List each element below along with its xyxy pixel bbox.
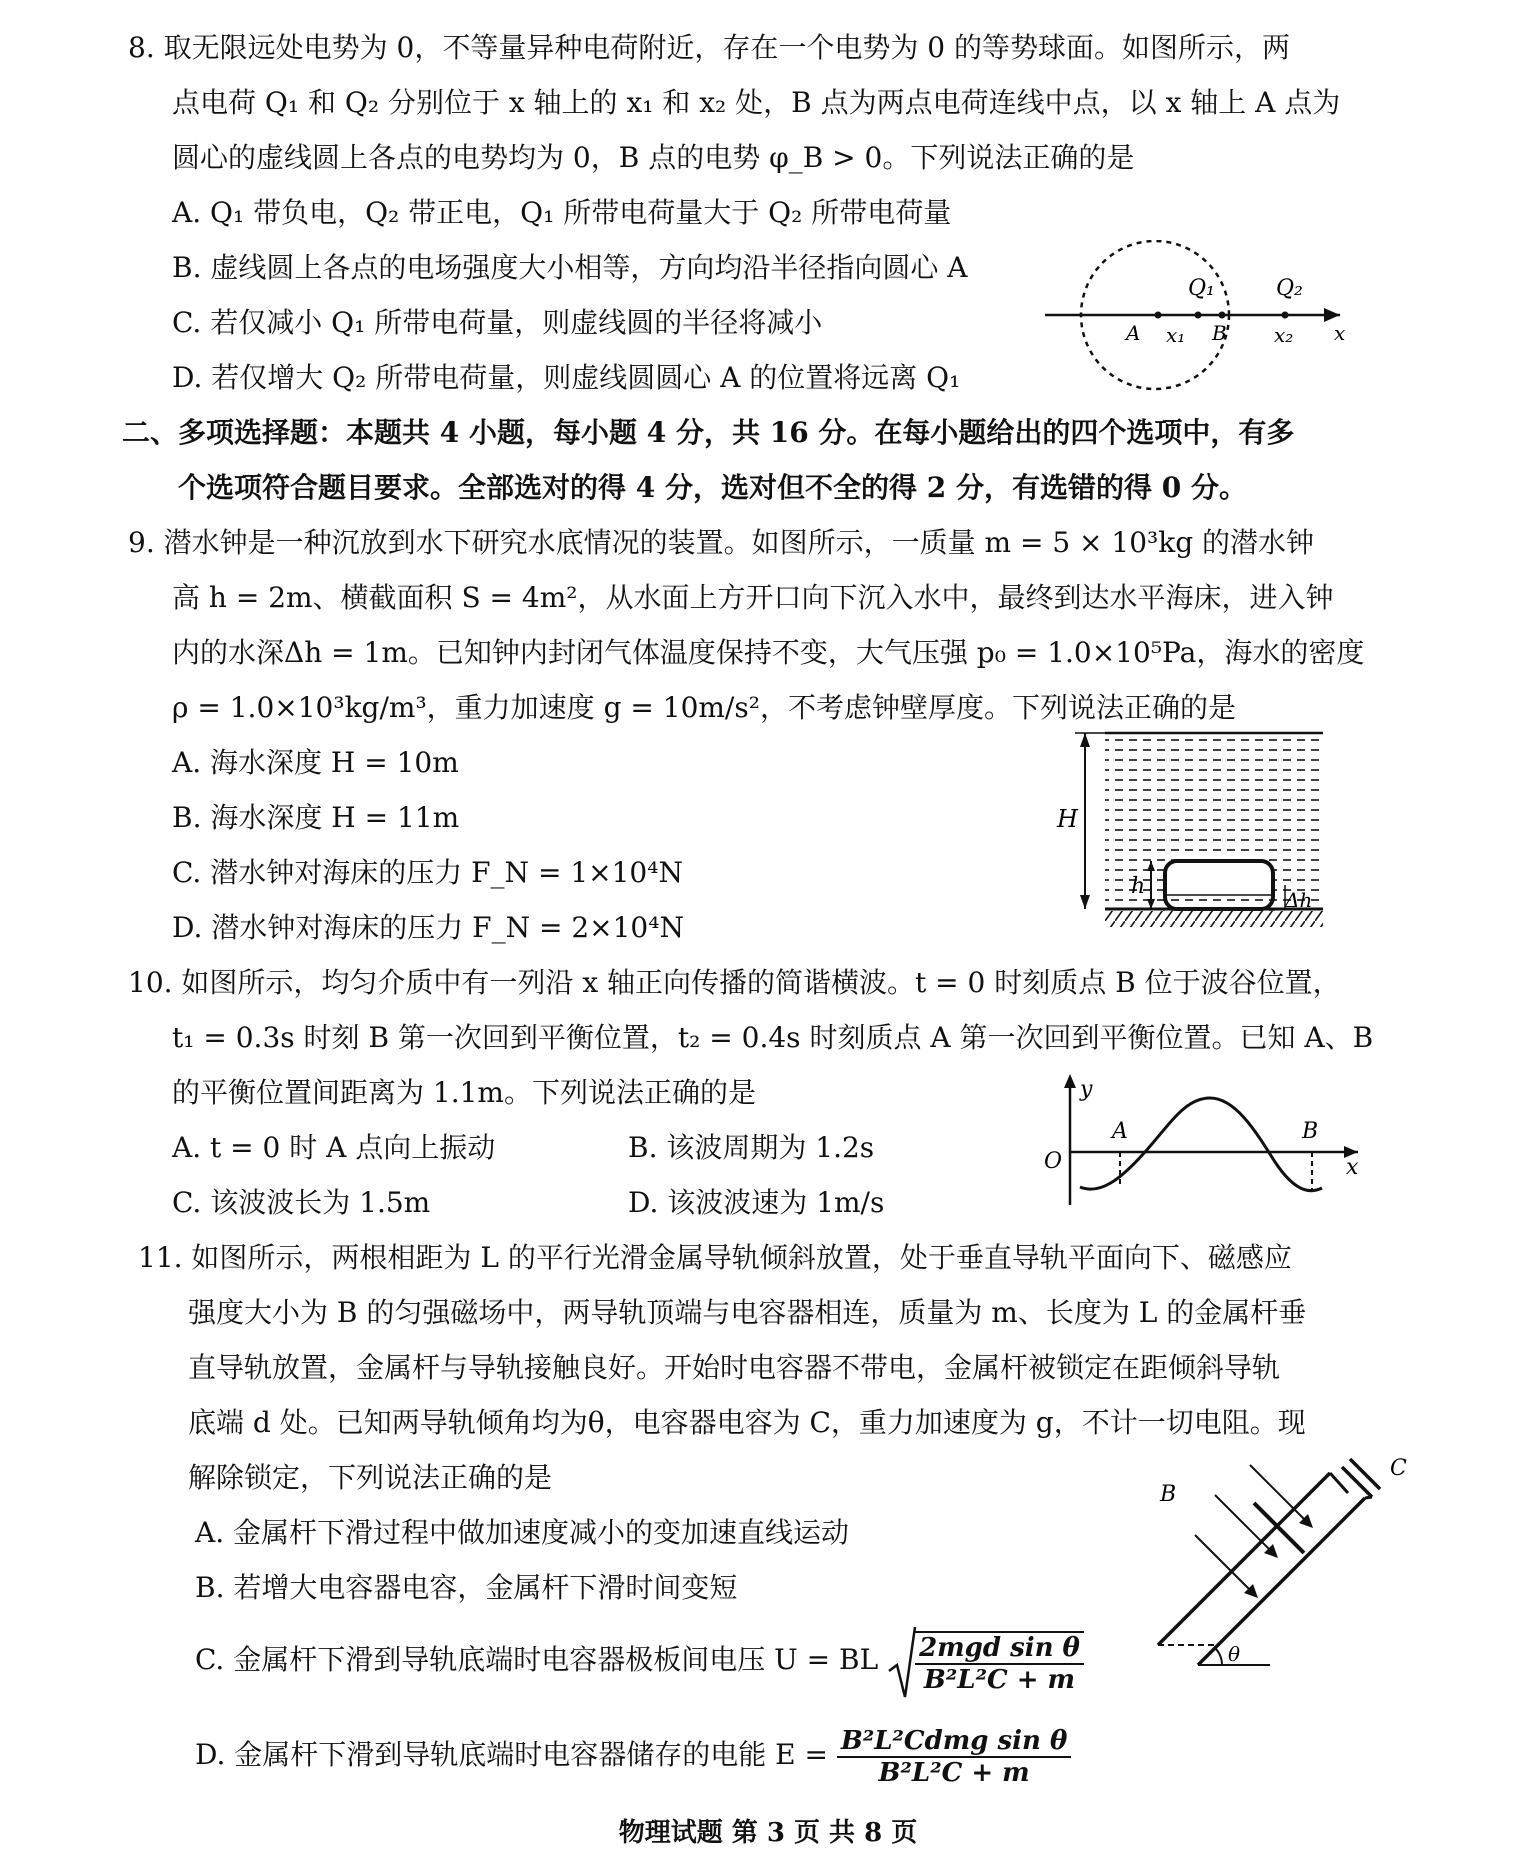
q11-option-d-text: D. 金属杆下滑到导轨底端时电容器储存的电能 E = bbox=[195, 1738, 828, 1771]
q11-fig-c-label: C bbox=[1390, 1456, 1407, 1481]
q8-stem-line2: 点电荷 Q₁ 和 Q₂ 分别位于 x 轴上的 x₁ 和 x₂ 处，B 点为两点电荷连线中点，以 x 轴上 A 点为 bbox=[172, 86, 1341, 119]
q8-figure-charges bbox=[1040, 240, 1360, 410]
q10-fig-x-label: x bbox=[1346, 1155, 1359, 1180]
page-footer: 物理试题 第 3 页 共 8 页 bbox=[618, 1818, 918, 1848]
q9-figure-diving-bell bbox=[1045, 725, 1335, 935]
section2-heading-line2: 个选项符合题目要求。全部选对的得 4 分，选对但不全的得 2 分，有选错的得 0 分。 bbox=[178, 471, 1247, 504]
q11-stem-line1: 11. 如图所示，两根相距为 L 的平行光滑金属导轨倾斜放置，处于垂直导轨平面向下、磁感应 bbox=[138, 1241, 1292, 1274]
q8-stem-line1: 8. 取无限远处电势为 0，不等量异种电荷附近，存在一个电势为 0 的等势球面。如图所示，两 bbox=[128, 31, 1290, 64]
q10-option-c: C. 该波波长为 1.5m bbox=[172, 1186, 431, 1219]
q9-option-d: D. 潜水钟对海床的压力 F_N = 2×10⁴N bbox=[172, 911, 684, 944]
q10-stem-line2: t₁ = 0.3s 时刻 B 第一次回到平衡位置，t₂ = 0.4s 时刻质点 A 第一次回到平衡位置。已知 A、B bbox=[172, 1021, 1374, 1054]
q8-fig-q2-label: Q₂ bbox=[1276, 276, 1303, 301]
q11-option-c-numerator: 2mgd sin θ bbox=[915, 1633, 1084, 1665]
q11-option-c bbox=[195, 1620, 1084, 1702]
q11-option-c-fraction bbox=[915, 1631, 1084, 1695]
q9-stem-line1: 9. 潜水钟是一种沉放到水下研究水底情况的装置。如图所示，一质量 m = 5 × 10³kg 的潜水钟 bbox=[128, 526, 1315, 559]
q11-stem-line5: 解除锁定，下列说法正确的是 bbox=[188, 1461, 553, 1494]
q9-option-a: A. 海水深度 H = 10m bbox=[172, 746, 459, 779]
q11-fig-b-label: B bbox=[1160, 1482, 1177, 1507]
q11-option-d-denominator: B²L²C + m bbox=[878, 1757, 1030, 1788]
q11-option-d bbox=[195, 1715, 1071, 1795]
q11-option-c-denominator: B²L²C + m bbox=[923, 1665, 1076, 1695]
q10-fig-b-label: B bbox=[1302, 1119, 1319, 1144]
q11-stem-line2: 强度大小为 B 的匀强磁场中，两导轨顶端与电容器相连，质量为 m、长度为 L 的金属杆垂 bbox=[188, 1296, 1307, 1329]
q8-fig-a-label: A bbox=[1126, 321, 1141, 345]
q8-option-b: B. 虚线圆上各点的电场强度大小相等，方向均沿半径指向圆心 A bbox=[172, 251, 968, 284]
q9-stem-line3: 内的水深Δh = 1m。已知钟内封闭气体温度保持不变，大气压强 p₀ = 1.0×10⁵Pa，海水的密度 bbox=[172, 636, 1365, 669]
q10-stem-line3: 的平衡位置间距离为 1.1m。下列说法正确的是 bbox=[172, 1076, 756, 1109]
q10-stem-line1: 10. 如图所示，均匀介质中有一列沿 x 轴正向传播的简谐横波。t = 0 时刻质点 B 位于波谷位置， bbox=[128, 966, 1341, 999]
q9-fig-dh-label: Δh bbox=[1285, 888, 1313, 912]
q11-option-a: A. 金属杆下滑过程中做加速度减小的变加速直线运动 bbox=[195, 1516, 850, 1549]
q10-fig-y-label: y bbox=[1080, 1077, 1093, 1102]
q9-option-c: C. 潜水钟对海床的压力 F_N = 1×10⁴N bbox=[172, 856, 683, 889]
q9-stem-line4: ρ = 1.0×10³kg/m³，重力加速度 g = 10m/s²，不考虑钟壁厚度。下列说法正确的是 bbox=[172, 691, 1236, 724]
q8-fig-x-label: x bbox=[1334, 321, 1346, 345]
q8-option-d: D. 若仅增大 Q₂ 所带电荷量，则虚线圆圆心 A 的位置将远离 Q₁ bbox=[172, 361, 961, 394]
q8-fig-b-label: B bbox=[1212, 321, 1227, 345]
q9-fig-h-height-label: h bbox=[1131, 874, 1146, 899]
q10-fig-origin-label: O bbox=[1044, 1149, 1063, 1174]
q8-option-a: A. Q₁ 带负电，Q₂ 带正电，Q₁ 所带电荷量大于 Q₂ 所带电荷量 bbox=[172, 196, 952, 229]
q8-fig-x2-label: x₂ bbox=[1274, 323, 1294, 347]
q11-option-c-sqrt bbox=[887, 1622, 1084, 1702]
q11-stem-line4: 底端 d 处。已知两导轨倾角均为θ，电容器电容为 C，重力加速度为 g，不计一切电阻。现 bbox=[188, 1406, 1306, 1439]
q8-option-c: C. 若仅减小 Q₁ 所带电荷量，则虚线圆的半径将减小 bbox=[172, 306, 823, 339]
q9-stem-line2: 高 h = 2m、横截面积 S = 4m²，从水面上方开口向下沉入水中，最终到达水平海床，进入钟 bbox=[172, 581, 1334, 614]
q11-fig-theta-label: θ bbox=[1228, 1642, 1241, 1666]
q11-stem-line3: 直导轨放置，金属杆与导轨接触良好。开始时电容器不带电，金属杆被锁定在距倾斜导轨 bbox=[188, 1351, 1281, 1384]
q11-figure-inclined-rails bbox=[1150, 1455, 1410, 1685]
q10-option-b: B. 该波周期为 1.2s bbox=[628, 1131, 875, 1164]
q9-option-b: B. 海水深度 H = 11m bbox=[172, 801, 460, 834]
q8-fig-q1-label: Q₁ bbox=[1188, 276, 1215, 301]
q8-stem-line3: 圆心的虚线圆上各点的电势均为 0，B 点的电势 φ_B > 0。下列说法正确的是 bbox=[172, 141, 1135, 174]
q10-figure-wave bbox=[1040, 1070, 1360, 1210]
q11-option-b: B. 若增大电容器电容，金属杆下滑时间变短 bbox=[195, 1571, 738, 1604]
q10-option-d: D. 该波波速为 1m/s bbox=[628, 1186, 885, 1219]
q11-option-d-fraction bbox=[837, 1726, 1071, 1788]
q9-fig-h-depth-label: H bbox=[1057, 805, 1078, 833]
section2-heading-line1: 二、多项选择题：本题共 4 小题，每小题 4 分，共 16 分。在每小题给出的四个选项中，有多 bbox=[122, 416, 1295, 449]
q8-fig-x1-label: x₁ bbox=[1166, 323, 1186, 347]
q11-option-c-text: C. 金属杆下滑到导轨底端时电容器极板间电压 U = BL bbox=[195, 1643, 879, 1676]
q10-fig-a-label: A bbox=[1112, 1119, 1128, 1144]
q11-option-d-numerator: B²L²Cdmg sin θ bbox=[837, 1726, 1071, 1758]
q10-option-a: A. t = 0 时 A 点向上振动 bbox=[172, 1131, 496, 1164]
